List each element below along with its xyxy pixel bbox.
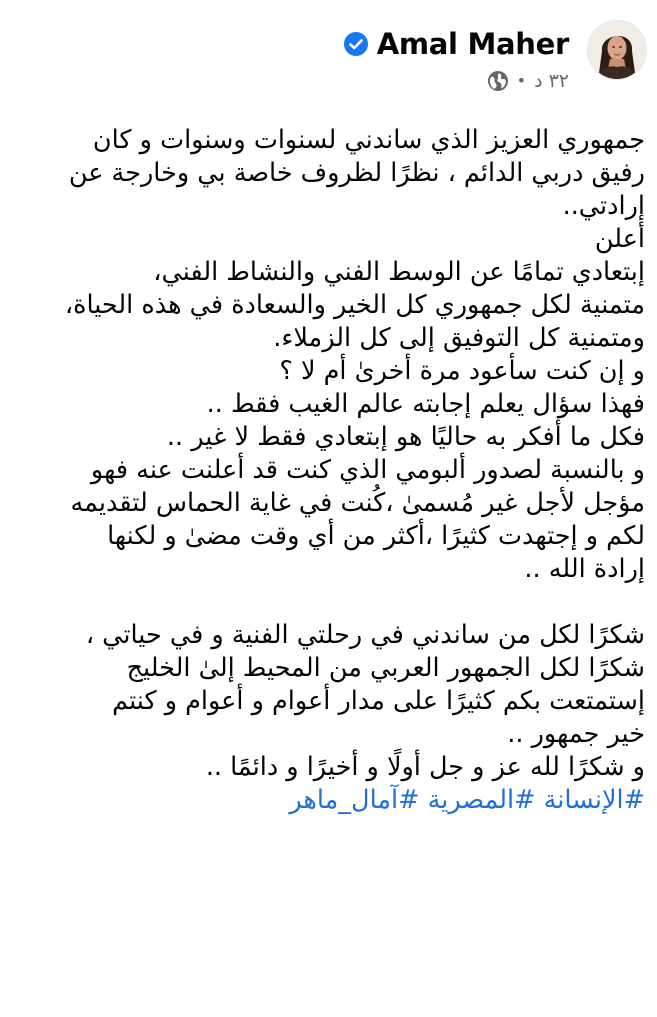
post-line: لكم و إجتهدت كثيرًا ،أكثر من أي وقت مضىٰ و لكنها <box>107 521 645 551</box>
post-line: أعلن <box>594 224 645 254</box>
post-timestamp[interactable]: ٣٢ د <box>534 70 569 92</box>
avatar-image <box>588 21 646 79</box>
post-line: ومتمنية كل التوفيق إلى كل الزملاء. <box>273 323 645 353</box>
post-body <box>11 124 645 817</box>
post-line: و إن كنت سأعود مرة أخرىٰ أم لا ؟ <box>279 356 645 386</box>
post-line: و شكرًا لله عز و جل أولًا و أخيرًا و دائمًا .. <box>205 752 645 782</box>
hashtag-link[interactable]: #المصرية <box>427 785 536 815</box>
post-line: إرادة الله .. <box>524 554 645 584</box>
post-line: رفيق دربي الدائم ، نظرًا لظروف خاصة بي وخارجة عن <box>68 158 645 188</box>
author-name-row <box>343 26 569 62</box>
hashtag-link[interactable]: #الإنسانة <box>543 785 645 815</box>
author-name[interactable]: Amal Maher <box>376 27 569 61</box>
post-line: مؤجل لأجل غير مُسمىٰ ،كُنت في غاية الحماس لتقديمه <box>70 488 645 518</box>
post-line: متمنية لكل جمهوري كل الخير والسعادة في هذه الحياة، <box>64 290 645 320</box>
post-line: فكل ما أفكر به حاليًا هو إبتعادي فقط لا غير .. <box>166 422 645 452</box>
post-line: إستمتعت بكم كثيرًا على مدار أعوام و أعوام و كنتم <box>112 686 645 716</box>
post-line: و بالنسبة لصدور ألبومي الذي كنت قد أعلنت عنه فهو <box>90 455 645 485</box>
post-line-blank <box>11 586 645 619</box>
post-line: إبتعادي تمامًا عن الوسط الفني والنشاط الفني، <box>153 257 645 287</box>
hashtag-link[interactable]: #آمال_ماهر <box>289 785 420 815</box>
post-line: خير جمهور .. <box>507 719 645 749</box>
post-line: شكرًا لكل الجمهور العربي من المحيط إلىٰ الخليج <box>126 653 645 683</box>
post-line: جمهوري العزيز الذي ساندني لسنوات وسنوات و كان <box>92 125 645 155</box>
post-line: فهذا سؤال يعلم إجابته عالم الغيب فقط .. <box>206 389 645 419</box>
author-avatar[interactable] <box>587 20 647 80</box>
meta-separator: • <box>516 71 527 90</box>
globe-icon[interactable] <box>487 70 509 92</box>
hashtag-row <box>11 784 645 817</box>
post-line: إرادتي.. <box>562 191 645 221</box>
post-line: شكرًا لكل من ساندني في رحلتي الفنية و في حياتي ، <box>85 620 645 650</box>
verified-badge-icon <box>343 31 369 57</box>
post-meta <box>487 70 569 92</box>
